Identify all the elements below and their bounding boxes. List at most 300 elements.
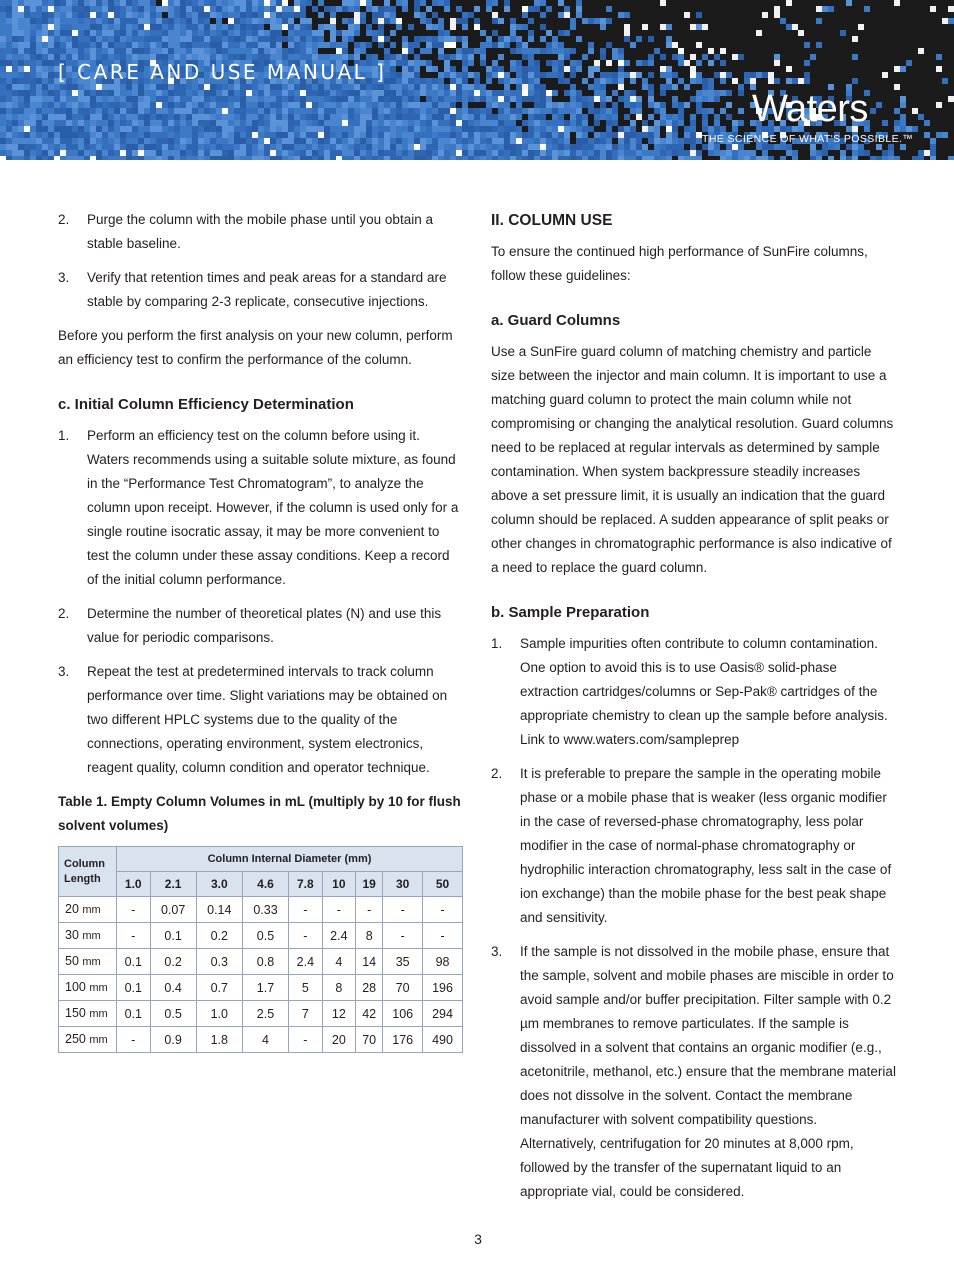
mosaic-pixel — [78, 12, 84, 18]
mosaic-pixel — [120, 30, 126, 36]
mosaic-pixel — [924, 54, 930, 60]
volume-cell: 0.2 — [196, 923, 242, 949]
mosaic-pixel — [150, 114, 156, 120]
mosaic-pixel — [726, 156, 732, 160]
mosaic-pixel — [540, 6, 546, 12]
mosaic-pixel — [90, 102, 96, 108]
table-row — [59, 949, 463, 975]
mosaic-pixel — [834, 6, 840, 12]
mosaic-pixel — [426, 66, 432, 72]
mosaic-pixel — [12, 144, 18, 150]
mosaic-pixel — [132, 150, 138, 156]
mosaic-pixel — [324, 18, 330, 24]
mosaic-pixel — [738, 42, 744, 48]
mosaic-pixel — [882, 114, 888, 120]
mosaic-pixel — [240, 6, 246, 12]
mosaic-pixel — [474, 30, 480, 36]
mosaic-pixel — [918, 150, 924, 156]
mosaic-pixel — [246, 84, 252, 90]
mosaic-pixel — [654, 144, 660, 150]
mosaic-pixel — [582, 102, 588, 108]
mosaic-pixel — [300, 48, 306, 54]
mosaic-pixel — [486, 0, 492, 6]
mosaic-pixel — [684, 60, 690, 66]
mosaic-pixel — [360, 90, 366, 96]
mosaic-pixel — [462, 60, 468, 66]
mosaic-pixel — [942, 12, 948, 18]
mosaic-pixel — [480, 114, 486, 120]
mosaic-pixel — [198, 36, 204, 42]
mosaic-pixel — [660, 150, 666, 156]
mosaic-pixel — [612, 78, 618, 84]
mosaic-pixel — [492, 0, 498, 6]
mosaic-pixel — [738, 102, 744, 108]
mosaic-pixel — [594, 144, 600, 150]
mosaic-pixel — [810, 48, 816, 54]
mosaic-pixel — [858, 24, 864, 30]
mosaic-pixel — [432, 42, 438, 48]
mosaic-pixel — [426, 96, 432, 102]
mosaic-pixel — [360, 120, 366, 126]
mosaic-pixel — [522, 96, 528, 102]
mosaic-pixel — [786, 156, 792, 160]
mosaic-pixel — [42, 12, 48, 18]
mosaic-pixel — [228, 42, 234, 48]
mosaic-pixel — [534, 138, 540, 144]
mosaic-pixel — [90, 48, 96, 54]
list-number: 3. — [491, 944, 503, 959]
mosaic-pixel — [876, 126, 882, 132]
mosaic-pixel — [894, 84, 900, 90]
mosaic-pixel — [384, 48, 390, 54]
mosaic-pixel — [726, 108, 732, 114]
mosaic-pixel — [600, 54, 606, 60]
mosaic-pixel — [366, 132, 372, 138]
mosaic-pixel — [264, 42, 270, 48]
mosaic-pixel — [558, 96, 564, 102]
mosaic-pixel — [300, 120, 306, 126]
mosaic-pixel — [924, 114, 930, 120]
mosaic-pixel — [936, 96, 942, 102]
mosaic-pixel — [252, 156, 258, 160]
mosaic-pixel — [96, 24, 102, 30]
mosaic-pixel — [504, 108, 510, 114]
mosaic-pixel — [660, 30, 666, 36]
mosaic-pixel — [834, 54, 840, 60]
mosaic-pixel — [162, 30, 168, 36]
mosaic-pixel — [444, 54, 450, 60]
mosaic-pixel — [348, 144, 354, 150]
mosaic-pixel — [288, 0, 294, 6]
mosaic-pixel — [252, 42, 258, 48]
mosaic-pixel — [828, 78, 834, 84]
mosaic-pixel — [666, 24, 672, 30]
mosaic-pixel — [594, 150, 600, 156]
mosaic-pixel — [564, 42, 570, 48]
mosaic-pixel — [6, 54, 12, 60]
mosaic-pixel — [72, 48, 78, 54]
mosaic-pixel — [72, 144, 78, 150]
mosaic-pixel — [408, 138, 414, 144]
mosaic-pixel — [414, 78, 420, 84]
mosaic-pixel — [882, 30, 888, 36]
mosaic-pixel — [48, 96, 54, 102]
mosaic-pixel — [162, 120, 168, 126]
mosaic-pixel — [708, 66, 714, 72]
mosaic-pixel — [576, 114, 582, 120]
mosaic-pixel — [264, 144, 270, 150]
mosaic-pixel — [756, 6, 762, 12]
mosaic-pixel — [618, 96, 624, 102]
mosaic-pixel — [696, 0, 702, 6]
mosaic-pixel — [204, 90, 210, 96]
mosaic-pixel — [744, 72, 750, 78]
mosaic-pixel — [372, 84, 378, 90]
mosaic-pixel — [594, 18, 600, 24]
mosaic-pixel — [522, 0, 528, 6]
mosaic-pixel — [450, 48, 456, 54]
mosaic-pixel — [426, 114, 432, 120]
mosaic-pixel — [534, 156, 540, 160]
mosaic-pixel — [906, 84, 912, 90]
mosaic-pixel — [432, 138, 438, 144]
mosaic-pixel — [372, 114, 378, 120]
mosaic-pixel — [402, 30, 408, 36]
mosaic-pixel — [816, 6, 822, 12]
mosaic-pixel — [294, 156, 300, 160]
mosaic-pixel — [30, 24, 36, 30]
mosaic-pixel — [540, 48, 546, 54]
mosaic-pixel — [162, 156, 168, 160]
mosaic-pixel — [858, 0, 864, 6]
mosaic-pixel — [0, 60, 6, 66]
mosaic-pixel — [462, 66, 468, 72]
mosaic-pixel — [594, 120, 600, 126]
mosaic-pixel — [24, 42, 30, 48]
mosaic-pixel — [270, 30, 276, 36]
mosaic-pixel — [948, 150, 954, 156]
mosaic-pixel — [636, 60, 642, 66]
mosaic-pixel — [666, 156, 672, 160]
mosaic-pixel — [12, 102, 18, 108]
mosaic-pixel — [900, 36, 906, 42]
mosaic-pixel — [66, 6, 72, 12]
mosaic-pixel — [522, 54, 528, 60]
mosaic-pixel — [618, 144, 624, 150]
mosaic-pixel — [42, 72, 48, 78]
mosaic-pixel — [528, 90, 534, 96]
mosaic-pixel — [210, 42, 216, 48]
mosaic-pixel — [930, 36, 936, 42]
mosaic-pixel — [744, 0, 750, 6]
mosaic-pixel — [78, 24, 84, 30]
mosaic-pixel — [288, 18, 294, 24]
mosaic-pixel — [6, 24, 12, 30]
mosaic-pixel — [804, 18, 810, 24]
mosaic-pixel — [510, 156, 516, 160]
mosaic-pixel — [696, 66, 702, 72]
mosaic-pixel — [456, 60, 462, 66]
diameter-19: 19 — [356, 872, 383, 897]
mosaic-pixel — [150, 132, 156, 138]
mosaic-pixel — [300, 42, 306, 48]
mosaic-pixel — [672, 78, 678, 84]
mosaic-pixel — [402, 150, 408, 156]
mosaic-pixel — [96, 0, 102, 6]
mosaic-pixel — [294, 96, 300, 102]
mosaic-pixel — [654, 12, 660, 18]
mosaic-pixel — [930, 6, 936, 12]
list-text: Verify that retention times and peak areas for a standard are stable by comparing 2-3 replicate, consecutive injections. — [87, 270, 447, 309]
mosaic-pixel — [300, 84, 306, 90]
mosaic-pixel — [516, 90, 522, 96]
mosaic-pixel — [756, 30, 762, 36]
mosaic-pixel — [648, 156, 654, 160]
mosaic-pixel — [432, 30, 438, 36]
mosaic-pixel — [78, 144, 84, 150]
mosaic-pixel — [570, 102, 576, 108]
mosaic-pixel — [480, 54, 486, 60]
volume-cell: 0.2 — [150, 949, 196, 975]
mosaic-pixel — [144, 114, 150, 120]
mosaic-pixel — [486, 6, 492, 12]
mosaic-pixel — [936, 120, 942, 126]
mosaic-pixel — [462, 24, 468, 30]
mosaic-pixel — [330, 120, 336, 126]
mosaic-pixel — [498, 132, 504, 138]
mosaic-pixel — [222, 108, 228, 114]
mosaic-pixel — [390, 102, 396, 108]
mosaic-pixel — [360, 108, 366, 114]
mosaic-pixel — [720, 96, 726, 102]
mosaic-pixel — [324, 132, 330, 138]
mosaic-pixel — [870, 66, 876, 72]
mosaic-pixel — [396, 54, 402, 60]
mosaic-pixel — [744, 96, 750, 102]
mosaic-pixel — [948, 36, 954, 42]
mosaic-pixel — [240, 30, 246, 36]
mosaic-pixel — [360, 36, 366, 42]
mosaic-pixel — [264, 156, 270, 160]
mosaic-pixel — [54, 108, 60, 114]
mosaic-pixel — [732, 0, 738, 6]
mosaic-pixel — [858, 18, 864, 24]
mosaic-pixel — [384, 108, 390, 114]
mosaic-pixel — [6, 126, 12, 132]
mosaic-pixel — [540, 150, 546, 156]
mosaic-pixel — [534, 48, 540, 54]
mosaic-pixel — [108, 6, 114, 12]
mosaic-pixel — [588, 30, 594, 36]
mosaic-pixel — [618, 102, 624, 108]
mosaic-pixel — [48, 102, 54, 108]
mosaic-pixel — [114, 48, 120, 54]
mosaic-pixel — [354, 42, 360, 48]
mosaic-pixel — [648, 108, 654, 114]
mosaic-pixel — [312, 6, 318, 12]
mosaic-pixel — [504, 144, 510, 150]
mosaic-pixel — [168, 48, 174, 54]
mosaic-pixel — [930, 144, 936, 150]
mosaic-pixel — [126, 12, 132, 18]
mosaic-pixel — [804, 66, 810, 72]
mosaic-pixel — [924, 48, 930, 54]
mosaic-pixel — [672, 108, 678, 114]
mosaic-pixel — [198, 96, 204, 102]
mosaic-pixel — [258, 120, 264, 126]
mosaic-pixel — [714, 6, 720, 12]
mosaic-pixel — [456, 156, 462, 160]
mosaic-pixel — [342, 120, 348, 126]
mosaic-pixel — [630, 12, 636, 18]
mosaic-pixel — [900, 120, 906, 126]
mosaic-pixel — [852, 24, 858, 30]
mosaic-pixel — [870, 108, 876, 114]
mosaic-pixel — [444, 72, 450, 78]
mosaic-pixel — [900, 114, 906, 120]
mosaic-pixel — [606, 60, 612, 66]
mosaic-pixel — [852, 48, 858, 54]
mosaic-pixel — [180, 36, 186, 42]
mosaic-pixel — [588, 54, 594, 60]
mosaic-pixel — [246, 12, 252, 18]
mosaic-pixel — [48, 60, 54, 66]
mosaic-pixel — [600, 12, 606, 18]
mosaic-pixel — [558, 90, 564, 96]
mosaic-pixel — [762, 150, 768, 156]
mosaic-pixel — [708, 48, 714, 54]
mosaic-pixel — [594, 66, 600, 72]
mosaic-pixel — [564, 12, 570, 18]
mosaic-pixel — [204, 48, 210, 54]
mosaic-pixel — [510, 42, 516, 48]
mosaic-pixel — [870, 18, 876, 24]
mosaic-pixel — [408, 30, 414, 36]
mosaic-pixel — [288, 126, 294, 132]
mosaic-pixel — [390, 72, 396, 78]
mosaic-pixel — [552, 114, 558, 120]
mosaic-pixel — [30, 6, 36, 12]
mosaic-pixel — [108, 24, 114, 30]
mosaic-pixel — [828, 150, 834, 156]
mosaic-pixel — [552, 30, 558, 36]
mosaic-pixel — [204, 150, 210, 156]
mosaic-pixel — [24, 114, 30, 120]
mosaic-pixel — [720, 24, 726, 30]
mosaic-pixel — [600, 108, 606, 114]
mosaic-pixel — [516, 102, 522, 108]
mosaic-pixel — [552, 90, 558, 96]
mosaic-pixel — [846, 12, 852, 18]
mosaic-pixel — [702, 90, 708, 96]
mosaic-pixel — [750, 156, 756, 160]
mosaic-pixel — [420, 150, 426, 156]
mosaic-pixel — [480, 30, 486, 36]
mosaic-pixel — [720, 126, 726, 132]
mosaic-pixel — [486, 150, 492, 156]
mosaic-pixel — [180, 48, 186, 54]
mosaic-pixel — [318, 132, 324, 138]
mosaic-pixel — [528, 84, 534, 90]
mosaic-pixel — [846, 60, 852, 66]
mosaic-pixel — [108, 156, 114, 160]
mosaic-pixel — [510, 120, 516, 126]
mosaic-pixel — [420, 132, 426, 138]
mosaic-pixel — [186, 108, 192, 114]
mosaic-pixel — [942, 78, 948, 84]
mosaic-pixel — [654, 132, 660, 138]
mosaic-pixel — [162, 132, 168, 138]
mosaic-pixel — [948, 18, 954, 24]
mosaic-pixel — [222, 36, 228, 42]
mosaic-pixel — [72, 102, 78, 108]
mosaic-pixel — [144, 102, 150, 108]
mosaic-pixel — [186, 126, 192, 132]
mosaic-pixel — [324, 48, 330, 54]
mosaic-pixel — [726, 18, 732, 24]
mosaic-pixel — [636, 120, 642, 126]
mosaic-pixel — [654, 0, 660, 6]
mosaic-pixel — [900, 84, 906, 90]
mosaic-pixel — [6, 60, 12, 66]
mosaic-pixel — [522, 138, 528, 144]
mosaic-pixel — [786, 66, 792, 72]
mosaic-pixel — [558, 138, 564, 144]
mosaic-pixel — [522, 102, 528, 108]
mosaic-pixel — [642, 114, 648, 120]
mosaic-pixel — [66, 138, 72, 144]
mosaic-pixel — [816, 156, 822, 160]
mosaic-pixel — [774, 54, 780, 60]
mosaic-pixel — [126, 144, 132, 150]
mosaic-pixel — [330, 150, 336, 156]
mosaic-pixel — [120, 108, 126, 114]
mosaic-pixel — [138, 144, 144, 150]
mosaic-pixel — [666, 144, 672, 150]
mosaic-pixel — [558, 24, 564, 30]
mosaic-pixel — [150, 138, 156, 144]
mosaic-pixel — [816, 60, 822, 66]
mosaic-pixel — [336, 108, 342, 114]
mosaic-pixel — [156, 6, 162, 12]
mosaic-pixel — [546, 24, 552, 30]
mosaic-pixel — [522, 156, 528, 160]
mosaic-pixel — [444, 126, 450, 132]
mosaic-pixel — [888, 0, 894, 6]
table-row — [59, 1001, 463, 1027]
mosaic-pixel — [138, 24, 144, 30]
mosaic-pixel — [540, 12, 546, 18]
mosaic-pixel — [546, 114, 552, 120]
mosaic-pixel — [768, 30, 774, 36]
mosaic-pixel — [156, 126, 162, 132]
mosaic-pixel — [36, 42, 42, 48]
mosaic-pixel — [522, 24, 528, 30]
mosaic-pixel — [132, 126, 138, 132]
mosaic-pixel — [654, 102, 660, 108]
mosaic-pixel — [306, 6, 312, 12]
mosaic-pixel — [714, 18, 720, 24]
mosaic-pixel — [744, 6, 750, 12]
mosaic-pixel — [462, 102, 468, 108]
mosaic-pixel — [72, 6, 78, 12]
mosaic-pixel — [936, 18, 942, 24]
mosaic-pixel — [678, 54, 684, 60]
mosaic-pixel — [336, 36, 342, 42]
mosaic-pixel — [672, 138, 678, 144]
mosaic-pixel — [780, 6, 786, 12]
mosaic-pixel — [324, 156, 330, 160]
